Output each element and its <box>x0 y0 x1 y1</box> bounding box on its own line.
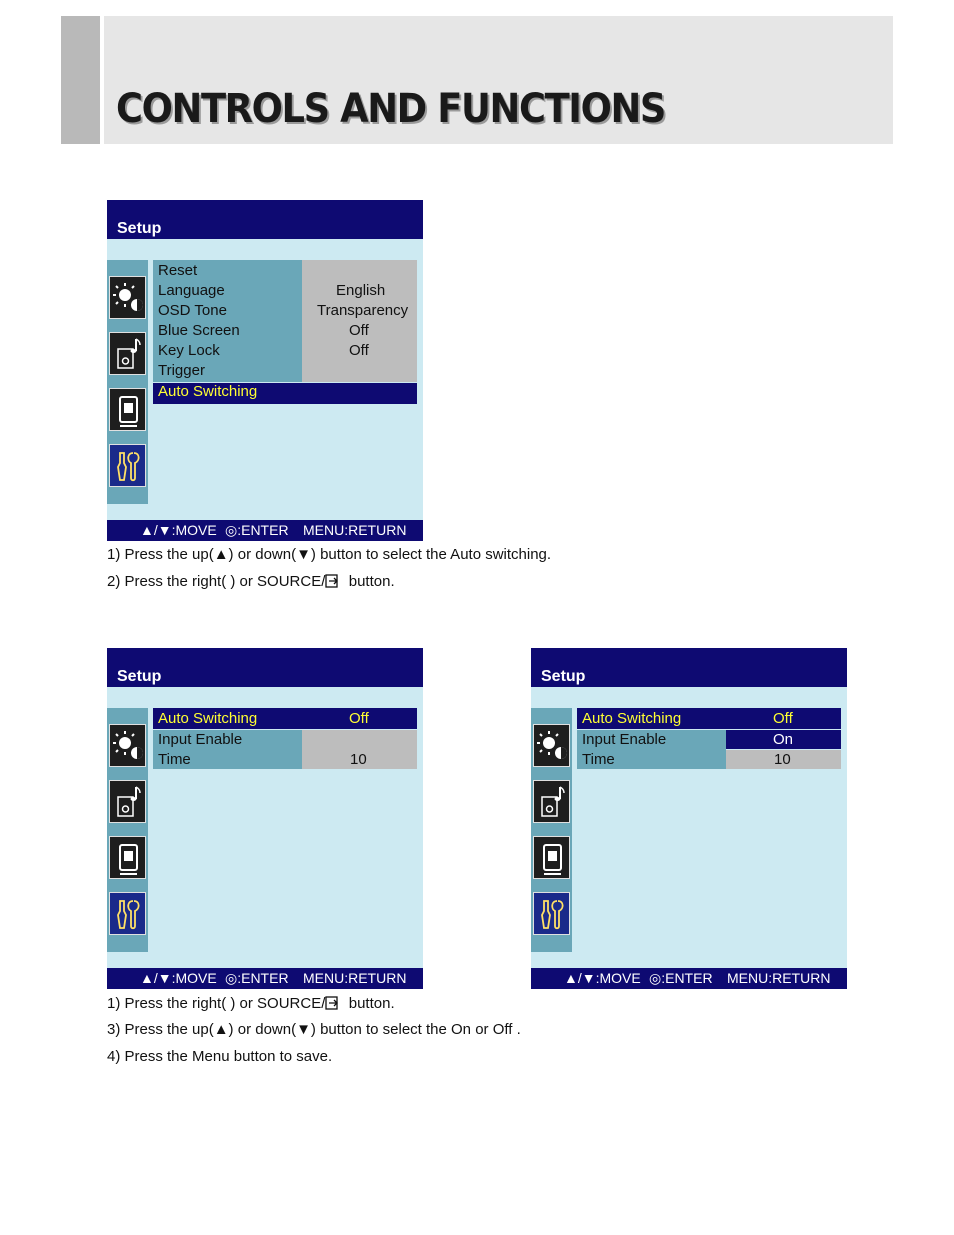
footer-move-hint: ▲/▼:MOVE <box>564 970 641 986</box>
instruction-text: 1) Press the right( ) or SOURCE/ <box>107 995 326 1012</box>
menu-item-key-lock[interactable] <box>153 341 417 361</box>
footer-enter-hint: ◎:ENTER <box>225 522 289 538</box>
menu-item-value: English <box>336 282 386 299</box>
menu-item-input-enable[interactable] <box>577 730 841 750</box>
menu-item-auto-switching[interactable] <box>153 709 417 729</box>
osd-footer <box>107 520 423 541</box>
menu-item-label: Trigger <box>158 362 205 379</box>
menu-item-value: Off <box>773 710 793 727</box>
menu-item-time[interactable] <box>577 750 841 770</box>
menu-item-value: 10 <box>350 751 367 768</box>
menu-item-language[interactable] <box>153 281 417 301</box>
audio-note-icon[interactable] <box>109 780 146 823</box>
menu-item-blue-screen[interactable] <box>153 321 417 341</box>
instruction-step: 1) Press the up(▲) or down(▼) button to select the Auto switching. <box>107 546 552 563</box>
menu-item-value: 10 <box>774 751 791 768</box>
menu-item-input-enable[interactable] <box>153 730 417 750</box>
menu-item-value: Off <box>349 342 369 359</box>
page-title: CONTROLS AND FUNCTIONS <box>116 86 666 132</box>
osd-auto-switching-submenu <box>531 648 847 989</box>
pip-monitor-icon[interactable] <box>533 836 570 879</box>
menu-item-auto-switching[interactable] <box>577 709 841 729</box>
setup-tools-icon[interactable] <box>533 892 570 935</box>
osd-footer <box>531 968 847 989</box>
osd-title: Setup <box>117 220 162 237</box>
menu-item-label: Time <box>582 751 615 768</box>
instruction-text: button. <box>348 995 395 1012</box>
setup-tools-icon[interactable] <box>109 444 146 487</box>
menu-item-label: Auto Switching <box>158 383 258 400</box>
picture-brightness-icon[interactable] <box>109 276 146 319</box>
footer-enter-hint: ◎:ENTER <box>649 970 713 986</box>
pip-monitor-icon[interactable] <box>109 836 146 879</box>
osd-title: Setup <box>117 668 162 685</box>
footer-menu-hint: MENU:RETURN <box>727 970 831 986</box>
instruction-step <box>107 995 395 1012</box>
menu-item-value: Off <box>349 710 369 727</box>
picture-brightness-icon[interactable] <box>109 724 146 767</box>
audio-note-icon[interactable] <box>533 780 570 823</box>
menu-item-value: Off <box>349 322 369 339</box>
menu-item-label: Language <box>158 282 225 299</box>
setup-tools-icon[interactable] <box>109 892 146 935</box>
menu-item-label: Blue Screen <box>158 322 240 339</box>
source-enter-icon <box>325 996 340 1010</box>
header-side-block <box>61 16 100 144</box>
menu-item-auto-switching[interactable] <box>153 382 417 402</box>
pip-monitor-icon[interactable] <box>109 388 146 431</box>
audio-note-icon[interactable] <box>109 332 146 375</box>
osd-icon-column <box>107 260 148 504</box>
footer-menu-hint: MENU:RETURN <box>303 970 407 986</box>
footer-move-hint: ▲/▼:MOVE <box>140 970 217 986</box>
osd-title: Setup <box>541 668 586 685</box>
footer-enter-hint: ◎:ENTER <box>225 970 289 986</box>
menu-item-label: Reset <box>158 262 198 279</box>
footer-menu-hint: MENU:RETURN <box>303 522 407 538</box>
osd-footer <box>107 968 423 989</box>
menu-item-time[interactable] <box>153 750 417 770</box>
instruction-text: 2) Press the right( ) or SOURCE/ <box>107 573 326 590</box>
menu-item-label: OSD Tone <box>158 302 227 319</box>
osd-icon-column <box>107 708 148 952</box>
picture-brightness-icon[interactable] <box>533 724 570 767</box>
menu-item-label: Auto Switching <box>158 710 258 727</box>
menu-item-value[interactable]: On <box>773 731 794 748</box>
instruction-step <box>107 573 395 590</box>
instruction-step: 3) Press the up(▲) or down(▼) button to select the On or Off . <box>107 1021 521 1038</box>
menu-item-label: Input Enable <box>158 731 243 748</box>
instruction-step: 4) Press the Menu button to save. <box>107 1048 333 1065</box>
menu-item-osd-tone[interactable] <box>153 301 417 321</box>
menu-item-label: Key Lock <box>158 342 220 359</box>
osd-auto-switching-menu <box>107 648 423 989</box>
menu-item-label: Auto Switching <box>582 710 682 727</box>
menu-item-label: Input Enable <box>582 731 667 748</box>
menu-item-label: Time <box>158 751 191 768</box>
menu-item-trigger[interactable] <box>153 361 417 381</box>
source-enter-icon <box>325 574 340 588</box>
menu-item-value: Transparency <box>317 302 409 319</box>
instruction-text: button. <box>348 573 395 590</box>
osd-setup-menu <box>107 200 423 541</box>
footer-move-hint: ▲/▼:MOVE <box>140 522 217 538</box>
osd-icon-column <box>531 708 572 952</box>
menu-item-reset[interactable] <box>153 261 417 281</box>
